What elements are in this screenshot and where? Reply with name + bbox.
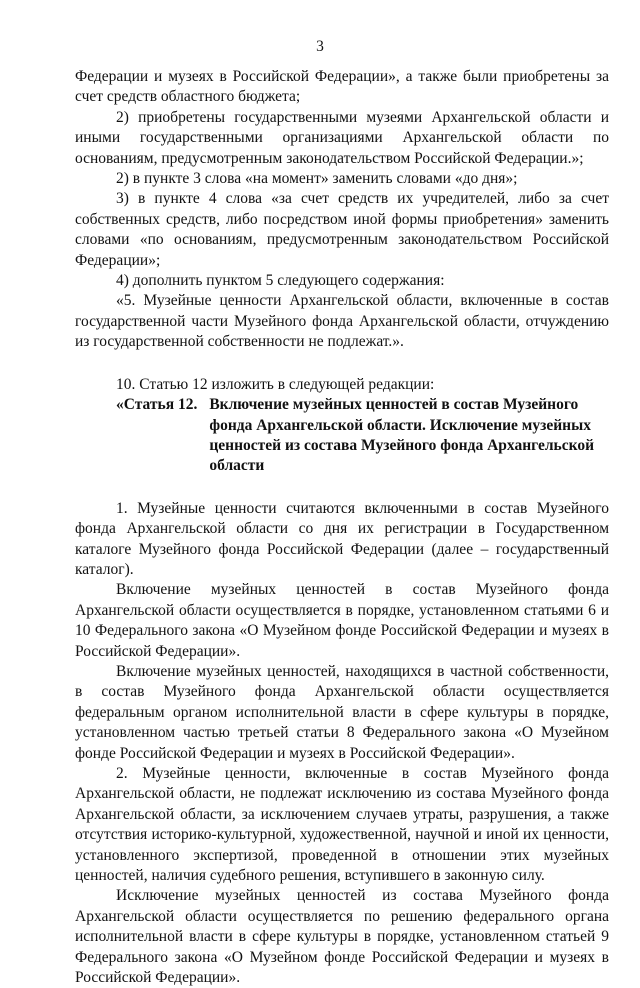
paragraph-point-5: «5. Музейные ценности Архангельской области, включенные в состав государственной части Музейного фонда Архангельской области, отчуждению из государственной собственности не подлежат.». (75, 292, 609, 351)
article-paragraph-1: 1. Музейные ценности считаются включенными в состав Музейного фонда Архангельской области со дня их регистрации в Государственном каталоге Музейного фонда Российской Федерации (далее – государственный каталог). (75, 499, 609, 578)
article-title: Включение музейных ценностей в состав Музейного фонда Архангельской области. Исключение музейных ценностей из состава Музейного фонда Архангельской области (209, 396, 595, 475)
paragraph-continuation: Федерации и музеях в Российской Федерации», а также были приобретены за счет средств областного бюджета; (75, 68, 609, 106)
document-body (75, 67, 609, 988)
article-number: «Статья 12. (116, 396, 198, 414)
article-paragraph-3: Включение музейных ценностей, находящихся в частной собственности, в состав Музейного фонда Архангельской области осуществляется федеральным органом исполнительной власти в сфере культуры в порядке, установленном частью третьей статьи 8 Федерального закона «О Музейном фонде Российской Федерации и музеях в Российской Федерации». (75, 662, 609, 762)
paragraph-item-2-acquired: 2) приобретены государственными музеями Архангельской области и иными государственными организациями Архангельской области по основаниям, предусмотренным законодательством Российской Федерации.»; (75, 108, 609, 167)
paragraph-item-2-point-3: 2) в пункте 3 слова «на момент» заменить словами «до дня»; (116, 170, 518, 188)
paragraph-item-4: 4) дополнить пунктом 5 следующего содержания: (116, 272, 445, 290)
article-paragraph-2: Включение музейных ценностей в состав Музейного фонда Архангельской области осуществляется в порядке, установленном статьями 6 и 10 Федерального закона «О Музейном фонде Российской Федерации и музеях в Российской Федерации». (75, 581, 609, 660)
paragraph-item-3-point-4: 3) в пункте 4 слова «за счет средств их учредителей, либо за счет собственных средств, либо посредством иной формы приобретения» заменить словами «по основаниям, предусмотренным законодательством Российской Федерации»; (75, 190, 609, 269)
page-number: 3 (316, 38, 324, 55)
article-heading (75, 395, 609, 477)
article-paragraph-5: Исключение музейных ценностей из состава Музейного фонда Архангельской области осуществляется по решению федерального органа исполнительной власти в сфере культуры в порядке, установленном статьей 9 Федерального закона «О Музейном фонде Российской Федерации и музеях в Российской Федерации». (75, 887, 609, 987)
paragraph-article-10: 10. Статью 12 изложить в следующей редакции: (116, 375, 435, 393)
article-paragraph-4: 2. Музейные ценности, включенные в состав Музейного фонда Архангельской области, не подлежат исключению из состава Музейного фонда Архангельской области, за исключением случаев утраты, разрушения, а также отсутствия историко-культурной, художественной, научной и иной их ценности, установленного экспертизой, проведенной в отношении этих музейных ценностей, наличия судебного решения, вступившего в законную силу. (75, 765, 609, 885)
